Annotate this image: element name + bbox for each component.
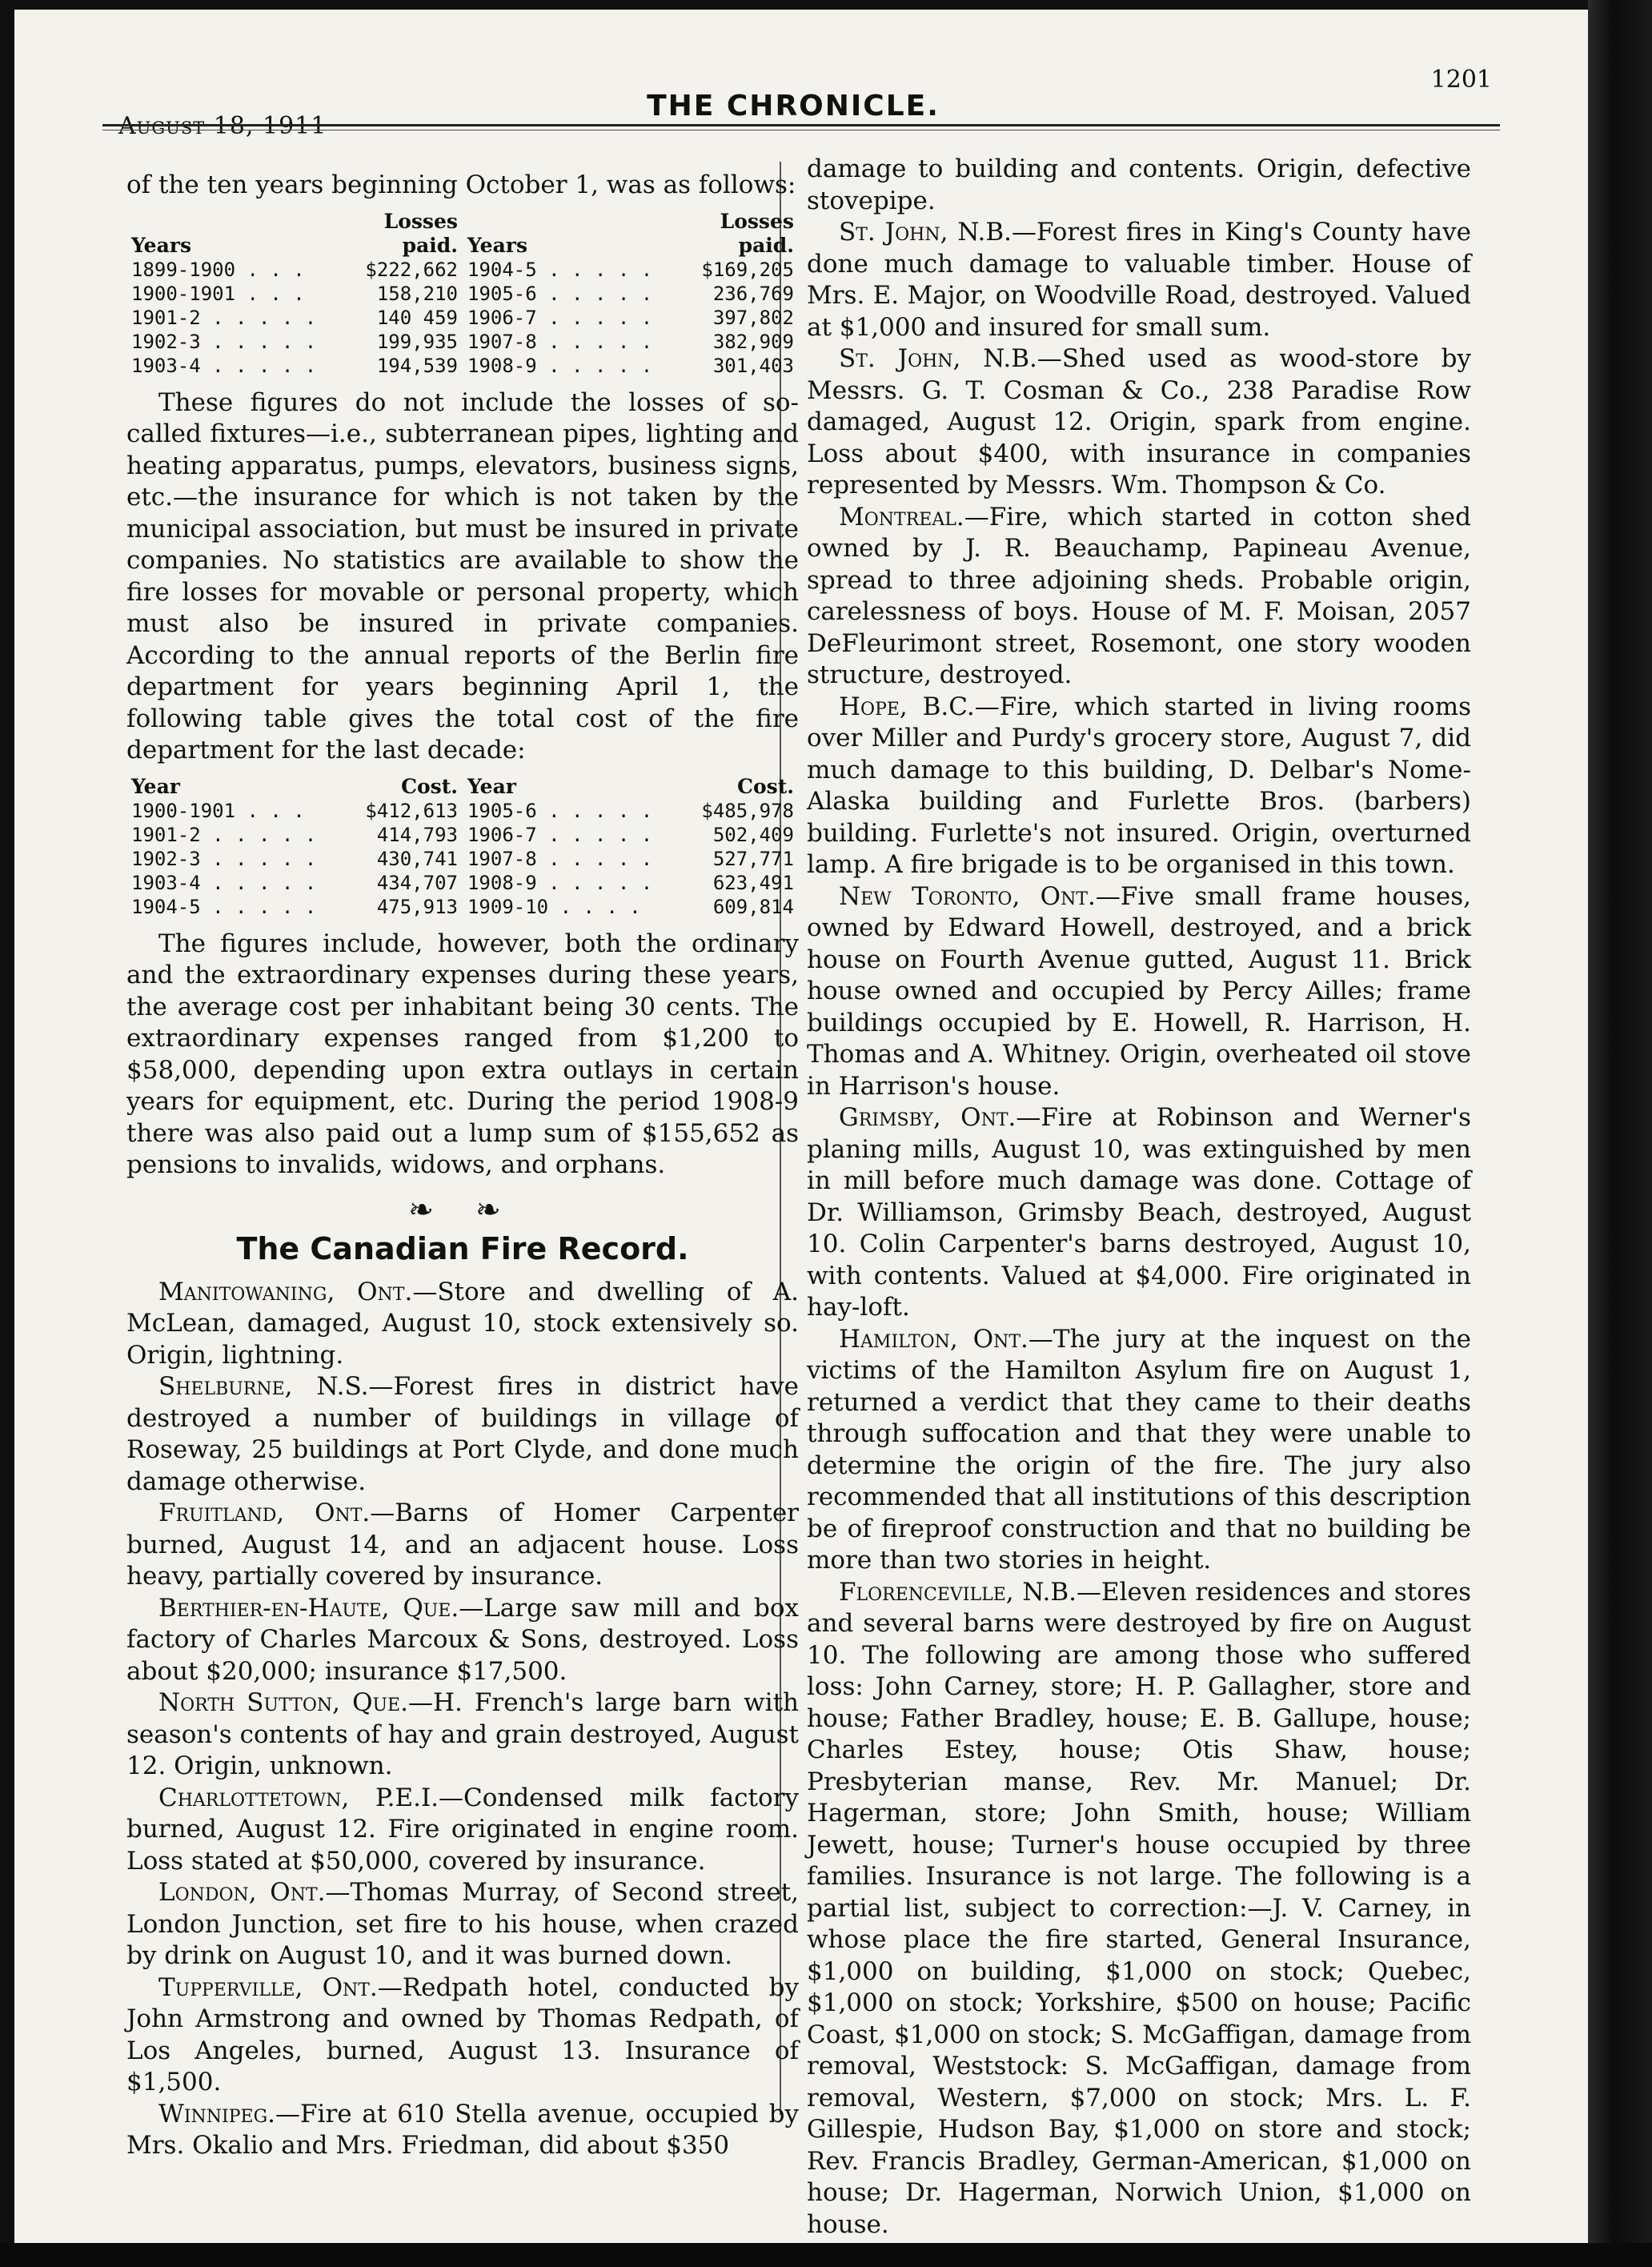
table-cell: 382,909 [712,330,794,353]
record-place: Manitowaning, Ont. [158,1277,413,1306]
page-bottom-shadow [0,2243,1652,2267]
table-cell: 609,814 [712,895,794,918]
table-cell: 1903-4 . . . . . [131,354,317,377]
column-header: Years [467,233,528,257]
table-cell: 1906-7 . . . . . [467,823,653,846]
record-text: —Thomas Murray, of Second street, London Junction, set fire to his house, when crazed by drink on August 10, and it was burned down. [126,1878,800,1970]
record-place: Shelburne, N.S. [158,1372,369,1401]
record-text: —Barns of Homer Carpenter burned, August 14, and an adjacent house. Loss heavy, partially covered by insurance. [126,1499,800,1591]
table-header-row [126,775,799,799]
record-text: —Eleven residences and stores and several barns were destroyed by fire on August 10. The following are among those who suffered loss: John Carney, store; H. P. Gallagher, store and house; Father Bradley, house; E. B. Gallupe, house; Charles Estey, house; Otis Shaw, house; Presbyterian manse, Rev. Mr. Manuel; Dr. Hagerman, store; John Smith, house; William Jewett, house; Turner's house occupied by three families. Insurance is not large. The following is a partial list, subject to correction:—J. V. Carney, in whose place the fire started, General Insurance, $1,000 on building, $1,000 on stock; Quebec, $1,000 on stock; Yorkshire, $500 on house; Pacific Coast, $1,000 on stock; S. McGaffigan, damage from removal, Weststock: S. McGaffigan, damage from removal, Western, $7,000 on stock; Mrs. L. F. Gillespie, Hudson Bay, $1,000 on store and stock; Rev. Francis Bradley, German-American, $1,000 on house; Dr. Hagerman, Norwich Union, $1,000 on house. [807,1577,1471,2239]
table-row [126,306,799,330]
record-place: Montreal. [839,502,964,532]
record-place: Charlottetown, P.E.I. [158,1783,439,1812]
table-cell: 1907-8 . . . . . [467,330,653,353]
table-header-row [126,210,799,258]
left-column [126,170,799,2162]
record-text: —Fire, which started in cotton shed owned by J. R. Beauchamp, Papineau Avenue, spread to three adjoining sheds. Probable origin, carelessness of boys. House of M. F. Moisan, 2057 DeFleurimont street, Rosemont, one story wooden structure, destroyed. [807,502,1471,689]
table-cell: 1908-9 . . . . . [467,871,653,894]
section-title: The Canadian Fire Record. [236,1231,689,1266]
masthead-title: THE CHRONICLE. [647,90,940,122]
losses-table [126,210,799,378]
record-text: —Fire at Robinson and Werner's planing mills, August 10, was extinguished by men in mill before much damage was done. Cottage of Dr. Williamson, Grimsby Beach, destroyed, August 10. Colin Carpenter's barns destroyed, August 10, with contents. Valued at $4,000. Fire originated in hay-loft. [807,1103,1471,1322]
fire-record [807,502,1471,692]
table-row [126,354,799,378]
fire-record [126,1498,799,1593]
record-place: North Sutton, Que. [158,1688,408,1717]
record-text: —Redpath hotel, conducted by John Armstrong and owned by Thomas Redpath, of Los Angeles, burned, August 13. Insurance of $1,500. [126,1972,799,2096]
record-place: Berthier-en-Haute, Que. [158,1593,459,1623]
record-text: —Fire, which started in living rooms over Miller and Purdy's grocery store, August 7, did much damage to this building, D. Delbar's Nome-Alaska building and Furlette Bros. (barbers) building. Furlette's not insured. Origin, overturned lamp. A fire brigade is to be organised in this town. [807,692,1471,879]
table-cell: 1905-6 . . . . . [467,282,653,305]
record-place: Winnipeg. [158,2099,276,2129]
page-number: 1201 [1430,66,1492,94]
table-cell: 1899-1900 . . . [131,258,305,281]
table-cell: 1907-8 . . . . . [467,847,653,870]
record-text: —Condensed milk factory burned, August 12. Fire originated in engine room. Loss stated at $50,000, covered by insurance. [126,1783,799,1876]
table-cell: 527,771 [712,847,794,870]
table-cell: 1901-2 . . . . . [131,306,317,329]
fire-record [807,217,1471,343]
table-cell: 301,403 [712,354,794,377]
paragraph: These figures do not include the losses of so-called fixtures—i.e., subterranean pipes, lighting and heating apparatus, pumps, elevators, business signs, etc.—the insurance for which is not taken by the municipal association, but must be insured in private companies. No statistics are available to show the fire losses for movable or personal property, which must also be insured in private companies. According to the annual reports of the Berlin fire department for years beginning April 1, the following table gives the total cost of the fire department for the last decade: [126,387,799,764]
table-cell: 1904-5 . . . . . [467,258,653,281]
table-cell: $169,205 [701,258,794,281]
table-row [126,895,799,919]
table-cell: 1905-6 . . . . . [467,799,653,822]
column-header: Losses paid. [383,209,458,257]
table-row [126,799,799,823]
table-row [126,258,799,282]
column-header: Year [467,774,516,798]
record-text: —Forest fires in district have destroyed a number of buildings in village of Roseway, 25 buildings at Port Clyde, and done much damage otherwise. [126,1372,799,1496]
record-text: —Forest fires in King's County have done much damage to valuable timber. House of Mrs. E. Major, on Woodville Road, destroyed. Valued at $1,000 and insured for small sum. [807,218,1471,342]
newspaper-page [14,10,1588,2243]
table-cell: 1900-1901 . . . [131,799,305,822]
cost-table [126,775,799,919]
record-text: —Fire at 610 Stella avenue, occupied by Mrs. Okalio and Mrs. Friedman, did about $350 [126,2099,799,2160]
fire-record [126,2099,799,2162]
fire-record [126,1277,799,1372]
table-cell: 430,741 [376,847,458,870]
fire-record [807,1577,1471,2241]
table-cell: 1901-2 . . . . . [131,823,317,846]
record-text: —Large saw mill and box factory of Charles Marcoux & Sons, destroyed. Loss about $20,000; insurance $17,500. [126,1593,799,1686]
record-place: St. John, N.B. [839,344,1037,373]
record-text: —Store and dwelling of A. McLean, damaged, August 10, stock extensively so. Origin, lightning. [126,1277,799,1370]
table-cell: 623,491 [712,871,794,894]
table-cell: $222,662 [365,258,458,281]
fire-record [126,1783,799,1878]
table-cell: 1908-9 . . . . . [467,354,653,377]
column-header: Cost. [737,774,794,798]
column-header: Cost. [401,774,458,798]
fire-record [807,692,1471,881]
fire-record [807,881,1471,1103]
fire-record [126,1972,799,2099]
fire-record [807,1324,1471,1577]
table-cell: 140 459 [376,306,458,329]
table-cell: $485,978 [701,799,794,822]
table-cell: 434,707 [376,871,458,894]
table-cell: 1904-5 . . . . . [131,895,317,918]
record-place: St. John, N.B. [839,218,1012,247]
table-cell: 1902-3 . . . . . [131,330,317,353]
column-header: Years [131,233,192,257]
page-header [94,66,1492,140]
record-place: Hamilton, Ont. [839,1324,1028,1354]
table-cell: 236,769 [712,282,794,305]
table-row [126,871,799,895]
page-edge-shadow [1588,0,1652,2267]
table-cell: 397,802 [712,306,794,329]
table-cell: $412,613 [365,799,458,822]
fire-record [807,343,1471,502]
record-text: —The jury at the inquest on the victims of the Hamilton Asylum fire on August 1, returned a verdict that they came to their deaths through suffocation and that they were unable to determine the origin of the fire. The jury also recommended that all institutions of this description be of fireproof construction and that no building be more than two stories in height. [807,1324,1471,1575]
record-text: —Five small frame houses, owned by Edward Howell, destroyed, and a brick house on Fourth Avenue gutted, August 11. Brick house owned and occupied by Percy Ailles; frame buildings occupied by E. Howell, R. Harrison, H. Thomas and A. Whitney. Origin, overheated oil stove in Harrison's house. [807,881,1471,1101]
record-place: Fruitland, Ont. [158,1499,371,1527]
fire-record [126,1877,799,1972]
table-cell: 1902-3 . . . . . [131,847,317,870]
right-column [807,154,1471,2241]
table-row [126,823,799,847]
record-place: New Toronto, Ont. [839,881,1096,911]
table-cell: 1906-7 . . . . . [467,306,653,329]
table-cell: 158,210 [376,282,458,305]
column-header: Year [131,774,180,798]
record-place: London, Ont. [158,1878,326,1907]
issue-date: August 18, 1911 [118,112,327,140]
record-text: —H. French's large barn with season's contents of hay and grain destroyed, August 12. Origin, unknown. [126,1688,799,1780]
table-cell: 1900-1901 . . . [131,282,305,305]
table-cell: 502,409 [712,823,794,846]
table-cell: 1909-10 . . . . [467,895,641,918]
fire-record [126,1593,799,1688]
fire-record [807,1102,1471,1324]
record-place: Florenceville, N.B. [839,1577,1077,1607]
header-rule [102,124,1500,126]
table-cell: 194,539 [376,354,458,377]
table-cell: 1903-4 . . . . . [131,871,317,894]
record-place: Grimsby, Ont. [839,1103,1016,1132]
table-cell: 475,913 [376,895,458,918]
record-place: Tupperville, Ont. [158,1972,378,2002]
ornament-icon: ❧ ❧ [408,1191,517,1227]
table-row [126,282,799,306]
record-text: —Shed used as wood-store by Messrs. G. T. Cosman & Co., 238 Paradise Row damaged, August 12. Origin, spark from engine. Loss about $400, with insurance in companies represented by Messrs. Wm. Thompson & Co. [807,344,1471,500]
table-row [126,330,799,354]
column-header: Losses paid. [720,209,794,257]
fire-record [126,1371,799,1498]
table-cell: 199,935 [376,330,458,353]
continuation-text: damage to building and contents. Origin, defective stovepipe. [807,154,1471,215]
table-cell: 414,793 [376,823,458,846]
intro-text: of the ten years beginning October 1, was as follows: [126,171,796,199]
fire-record [126,1687,799,1783]
table-row [126,847,799,871]
paragraph: The figures include, however, both the ordinary and the extraordinary expenses during these years, the average cost per inhabitant being 30 cents. The extraordinary expenses ranged from $1,200 to $58,000, depending upon extra outlays in certain years for equipment, etc. During the period 1908-9 there was also paid out a lump sum of $155,652 as pensions to invalids, widows, and orphans. [126,929,799,1179]
record-place: Hope, B.C. [839,692,975,721]
